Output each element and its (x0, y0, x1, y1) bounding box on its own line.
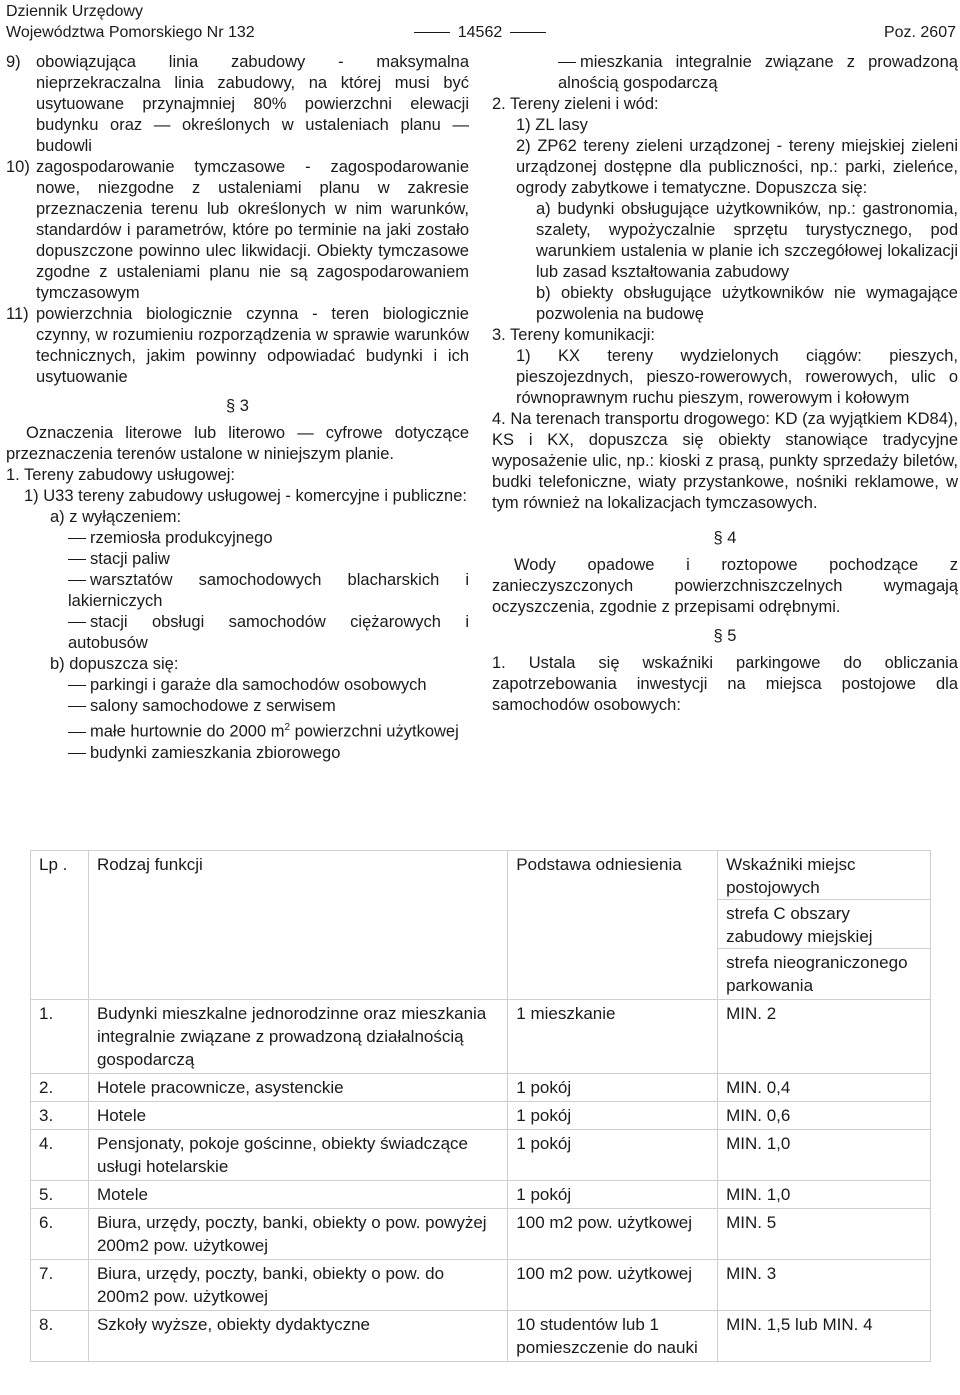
table-row: 3. Hotele 1 pokój MIN. 0,6 (31, 1102, 931, 1130)
left-column (6, 52, 469, 764)
dash-marker (68, 732, 86, 733)
exclusion-item: warsztatów samochodowych blacharskich i lakierniczych (68, 571, 469, 610)
clause-2-1: 1) ZL lasy (516, 116, 588, 134)
table-row: 1. Budynki mieszkalne jednorodzinne oraz mieszkania integralnie związane z prowadzoną działalnością gospodarczą 1 mieszkanie MIN. 2 (31, 1000, 931, 1074)
dash-marker (558, 62, 576, 63)
continuation-item: mieszkania integralnie związane z prowadzoną alnością gospodarczą (558, 53, 958, 92)
definition-item-10 (6, 157, 469, 304)
clause-1-heading: 1. Tereny zabudowy usługowej: (6, 466, 236, 484)
allowed-item: parkingi i garaże dla samochodów osobowych (6, 675, 469, 696)
right-column (492, 52, 958, 716)
definition-item-9 (6, 52, 469, 157)
exclusion-item: stacji obsługi samochodów ciężarowych i autobusów (68, 613, 469, 652)
clause-2-2: 2) ZP62 tereny zieleni urządzonej - tereny miejskiej zieleni urządzonej dostępne dla publiczności, np.: parki, zieleńce, ogrody zabytkowe i tematyczne. Dopuszcza się: (516, 137, 958, 197)
page-number-dash-left (414, 32, 450, 33)
clause-1-1: 1) U33 tereny zabudowy usługowej - komercyjne i publiczne: (24, 487, 467, 505)
header-basis: Podstawa odniesienia (508, 851, 718, 1000)
exclusion-item: stacji paliw (6, 549, 469, 570)
header-zone-c: strefa C obszary zabudowy miejskiej (718, 899, 930, 948)
header-zone-unlimited: strefa nieograniczonego parkowania (718, 948, 930, 997)
section-3-heading: § 3 (226, 397, 249, 415)
dash-marker (68, 706, 86, 707)
table-row: 5. Motele 1 pokój MIN. 1,0 (31, 1181, 931, 1209)
page-header (0, 0, 960, 44)
page-number-dash-right (510, 32, 546, 33)
clause-2-2b: b) obiekty obsługujące użytkowników nie wymagające pozwolenia na budowę (536, 284, 958, 323)
clause-4: 4. Na terenach transportu drogowego: KD (za wyjątkiem KD84), KS i KX, dopuszcza się obiekty stanowiące tradycyjne wyposażenie ulic, np.: kioski z prasą, punkty sprzedaży biletów, budki telefoniczne, wiaty przystankowe, nośniki reklamowe, w tym również na lokalizacjach tymczasowych. (492, 410, 958, 512)
item-number: 9) (6, 53, 21, 71)
clause-3-1: 1) KX tereny wydzielonych ciągów: pieszych, pieszojezdnych, pieszo-rowerowych, rowerowych, ulic o równoprawnym ruchu pieszym, rowerowym i kołowym (516, 347, 958, 407)
dash-marker (68, 559, 86, 560)
journal-line-1: Dziennik Urzędowy (6, 3, 143, 20)
section-4-heading: § 4 (713, 529, 737, 547)
table-row: 7. Biura, urzędy, poczty, banki, obiekty o pow. do 200m2 pow. użytkowej 100 m2 pow. użytkowej MIN. 3 (31, 1260, 931, 1311)
table-header-row (31, 851, 931, 1000)
definition-item-11 (6, 304, 469, 388)
item-text: zagospodarowanie tymczasowe - zagospodarowanie nowe, niezgodne z ustaleniami planu w zakresie przeznaczenia terenu lub określonych w nim warunków, standardów i parametrów, które po terminie na jaki zostało dopuszczone powinno ulec likwidacji. Obiekty tymczasowe zgodne z ustaleniami planu nie są zagospodarowaniem tymczasowym (36, 158, 469, 302)
page-number: 14562 (457, 24, 503, 41)
clause-1-1b: b) dopuszcza się: (50, 655, 179, 673)
table-row: 6. Biura, urzędy, poczty, banki, obiekty o pow. powyżej 200m2 pow. użytkowej 100 m2 pow. użytkowej MIN. 5 (31, 1209, 931, 1260)
dash-marker (68, 580, 86, 581)
clause-2-2a: a) budynki obsługujące użytkowników, np.: gastronomia, szalety, wypożyczalnie sprzętu turystycznego, pod warunkiem ustalenia w planie ich szczegółowej lokalizacji lub zasad kształtowania zabudowy (536, 200, 958, 281)
position-number: Poz. 2607 (883, 24, 956, 41)
dash-marker (68, 685, 86, 686)
section-5-heading: § 5 (713, 627, 737, 645)
allowed-item: budynki zamieszkania zbiorowego (6, 743, 469, 764)
header-lp: Lp . (31, 851, 89, 1000)
table-row: 4. Pensjonaty, pokoje gościnne, obiekty świadczące usługi hotelarskie 1 pokój MIN. 1,0 (31, 1130, 931, 1181)
item-number: 11) (6, 305, 29, 323)
parking-indicators-table (30, 850, 931, 1362)
section-4-text: Wody opadowe i roztopowe pochodzące z zanieczyszczonych powierzchniszczelnych wymagają oczyszczenia, zgodnie z przepisami odrębnymi. (492, 556, 958, 616)
item-text: powierzchnia biologicznie czynna - teren biologicznie czynny, w rozumieniu rozporządzenia w sprawie warunków technicznych, jakim powinny odpowiadać budynki i ich usytuowanie (36, 305, 469, 386)
allowed-item: małe hurtownie do 2000 $m^2$ powierzchni użytkowej (6, 717, 469, 743)
dash-marker (68, 538, 86, 539)
journal-line-2: Województwa Pomorskiego Nr 132 (6, 24, 255, 41)
header-indicator-cell (718, 851, 931, 1000)
table-row: 8. Szkoły wyższe, obiekty dydaktyczne 10 studentów lub 1 pomieszczenie do nauki MIN. 1,5 lub MIN. 4 (31, 1311, 931, 1362)
table-row: 2. Hotele pracownicze, asystenckie 1 pokój MIN. 0,4 (31, 1074, 931, 1102)
item-number: 10) (6, 158, 30, 176)
dash-marker (68, 753, 86, 754)
section-3-intro: Oznaczenia literowe lub literowo — cyfrowe dotyczące przeznaczenia terenów ustalone w niniejszym planie. (6, 424, 469, 463)
dash-marker (68, 622, 86, 623)
clause-2-heading: 2. Tereny zieleni i wód: (492, 95, 659, 113)
exclusion-item: rzemiosła produkcyjnego (6, 528, 469, 549)
item-text: obowiązująca linia zabudowy - maksymalna nieprzekraczalna linia zabudowy, na której musi być usytuowane przynajmniej 80% powierzchni elewacji budynku oraz — określonych w ustaleniach planu — budowli (36, 53, 469, 155)
page-number-block (0, 22, 960, 43)
section-5-text: 1. Ustala się wskaźniki parkingowe do obliczania zapotrzebowania inwestycji na miejsca postojowe dla samochodów osobowych: (492, 654, 958, 714)
header-indicator: Wskaźniki miejsc postojowych (726, 855, 856, 897)
clause-1-1a: a) z wyłączeniem: (50, 508, 182, 526)
allowed-item: salony samochodowe z serwisem (6, 696, 469, 717)
clause-3-heading: 3. Tereny komunikacji: (492, 326, 655, 344)
header-function: Rodzaj funkcji (88, 851, 507, 1000)
